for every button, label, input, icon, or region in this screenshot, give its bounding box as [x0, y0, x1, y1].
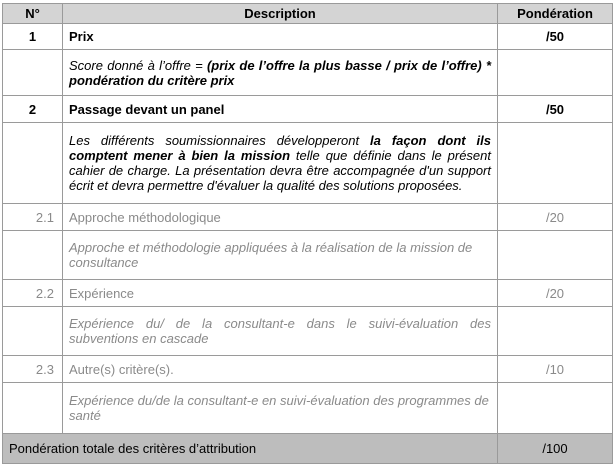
- criterion-row-2: [3, 96, 613, 123]
- subcriterion-title: Approche méthodologique: [63, 204, 498, 231]
- subcriterion-row-2-3: [3, 356, 613, 383]
- criterion-num: 2: [3, 96, 63, 123]
- subcriterion-weight: /20: [498, 280, 613, 307]
- criterion-title: Prix: [63, 24, 498, 50]
- header-num: N°: [3, 4, 63, 24]
- total-label: Pondération totale des critères d’attribution: [3, 434, 498, 464]
- criterion-description: Score donné à l’offre = (prix de l’offre la plus basse / prix de l’offre) * pondération du critère prix: [63, 50, 498, 96]
- criterion-desc-row-2: [3, 123, 613, 204]
- subcriterion-desc-row-2-3: [3, 383, 613, 434]
- subcriterion-row-2-2: [3, 280, 613, 307]
- header-description: Description: [63, 4, 498, 24]
- criteria-table: [2, 3, 613, 464]
- total-weight: /100: [498, 434, 613, 464]
- criterion-num: 1: [3, 24, 63, 50]
- subcriterion-description: Expérience du/ de la consultant-e dans le suivi-évaluation des subventions en cascade: [63, 307, 498, 356]
- subcriterion-description: Expérience du/de la consultant-e en suivi-évaluation des programmes de santé: [63, 383, 498, 434]
- criterion-weight: /50: [498, 24, 613, 50]
- subcriterion-description: Approche et méthodologie appliquées à la réalisation de la mission de consultance: [63, 231, 498, 280]
- subcriterion-num: 2.2: [3, 280, 63, 307]
- criterion-row-1: [3, 24, 613, 50]
- criterion-description: Les différents soumissionnaires développeront la façon dont ils comptent mener à bien la mission telle que définie dans le présent cahier de charge. La présentation devra être accompagnée d'un support écrit et devra permettre d'évaluer la qualité des solutions proposées.: [63, 123, 498, 204]
- criterion-weight: /50: [498, 96, 613, 123]
- criterion-title: Passage devant un panel: [63, 96, 498, 123]
- subcriterion-num: 2.3: [3, 356, 63, 383]
- subcriterion-desc-row-2-1: [3, 231, 613, 280]
- header-weight: Pondération: [498, 4, 613, 24]
- subcriterion-desc-row-2-2: [3, 307, 613, 356]
- subcriterion-row-2-1: [3, 204, 613, 231]
- header-row: [3, 4, 613, 24]
- criterion-desc-row-1: [3, 50, 613, 96]
- subcriterion-weight: /20: [498, 204, 613, 231]
- total-row: [3, 434, 613, 464]
- subcriterion-weight: /10: [498, 356, 613, 383]
- subcriterion-title: Expérience: [63, 280, 498, 307]
- subcriterion-num: 2.1: [3, 204, 63, 231]
- subcriterion-title: Autre(s) critère(s).: [63, 356, 498, 383]
